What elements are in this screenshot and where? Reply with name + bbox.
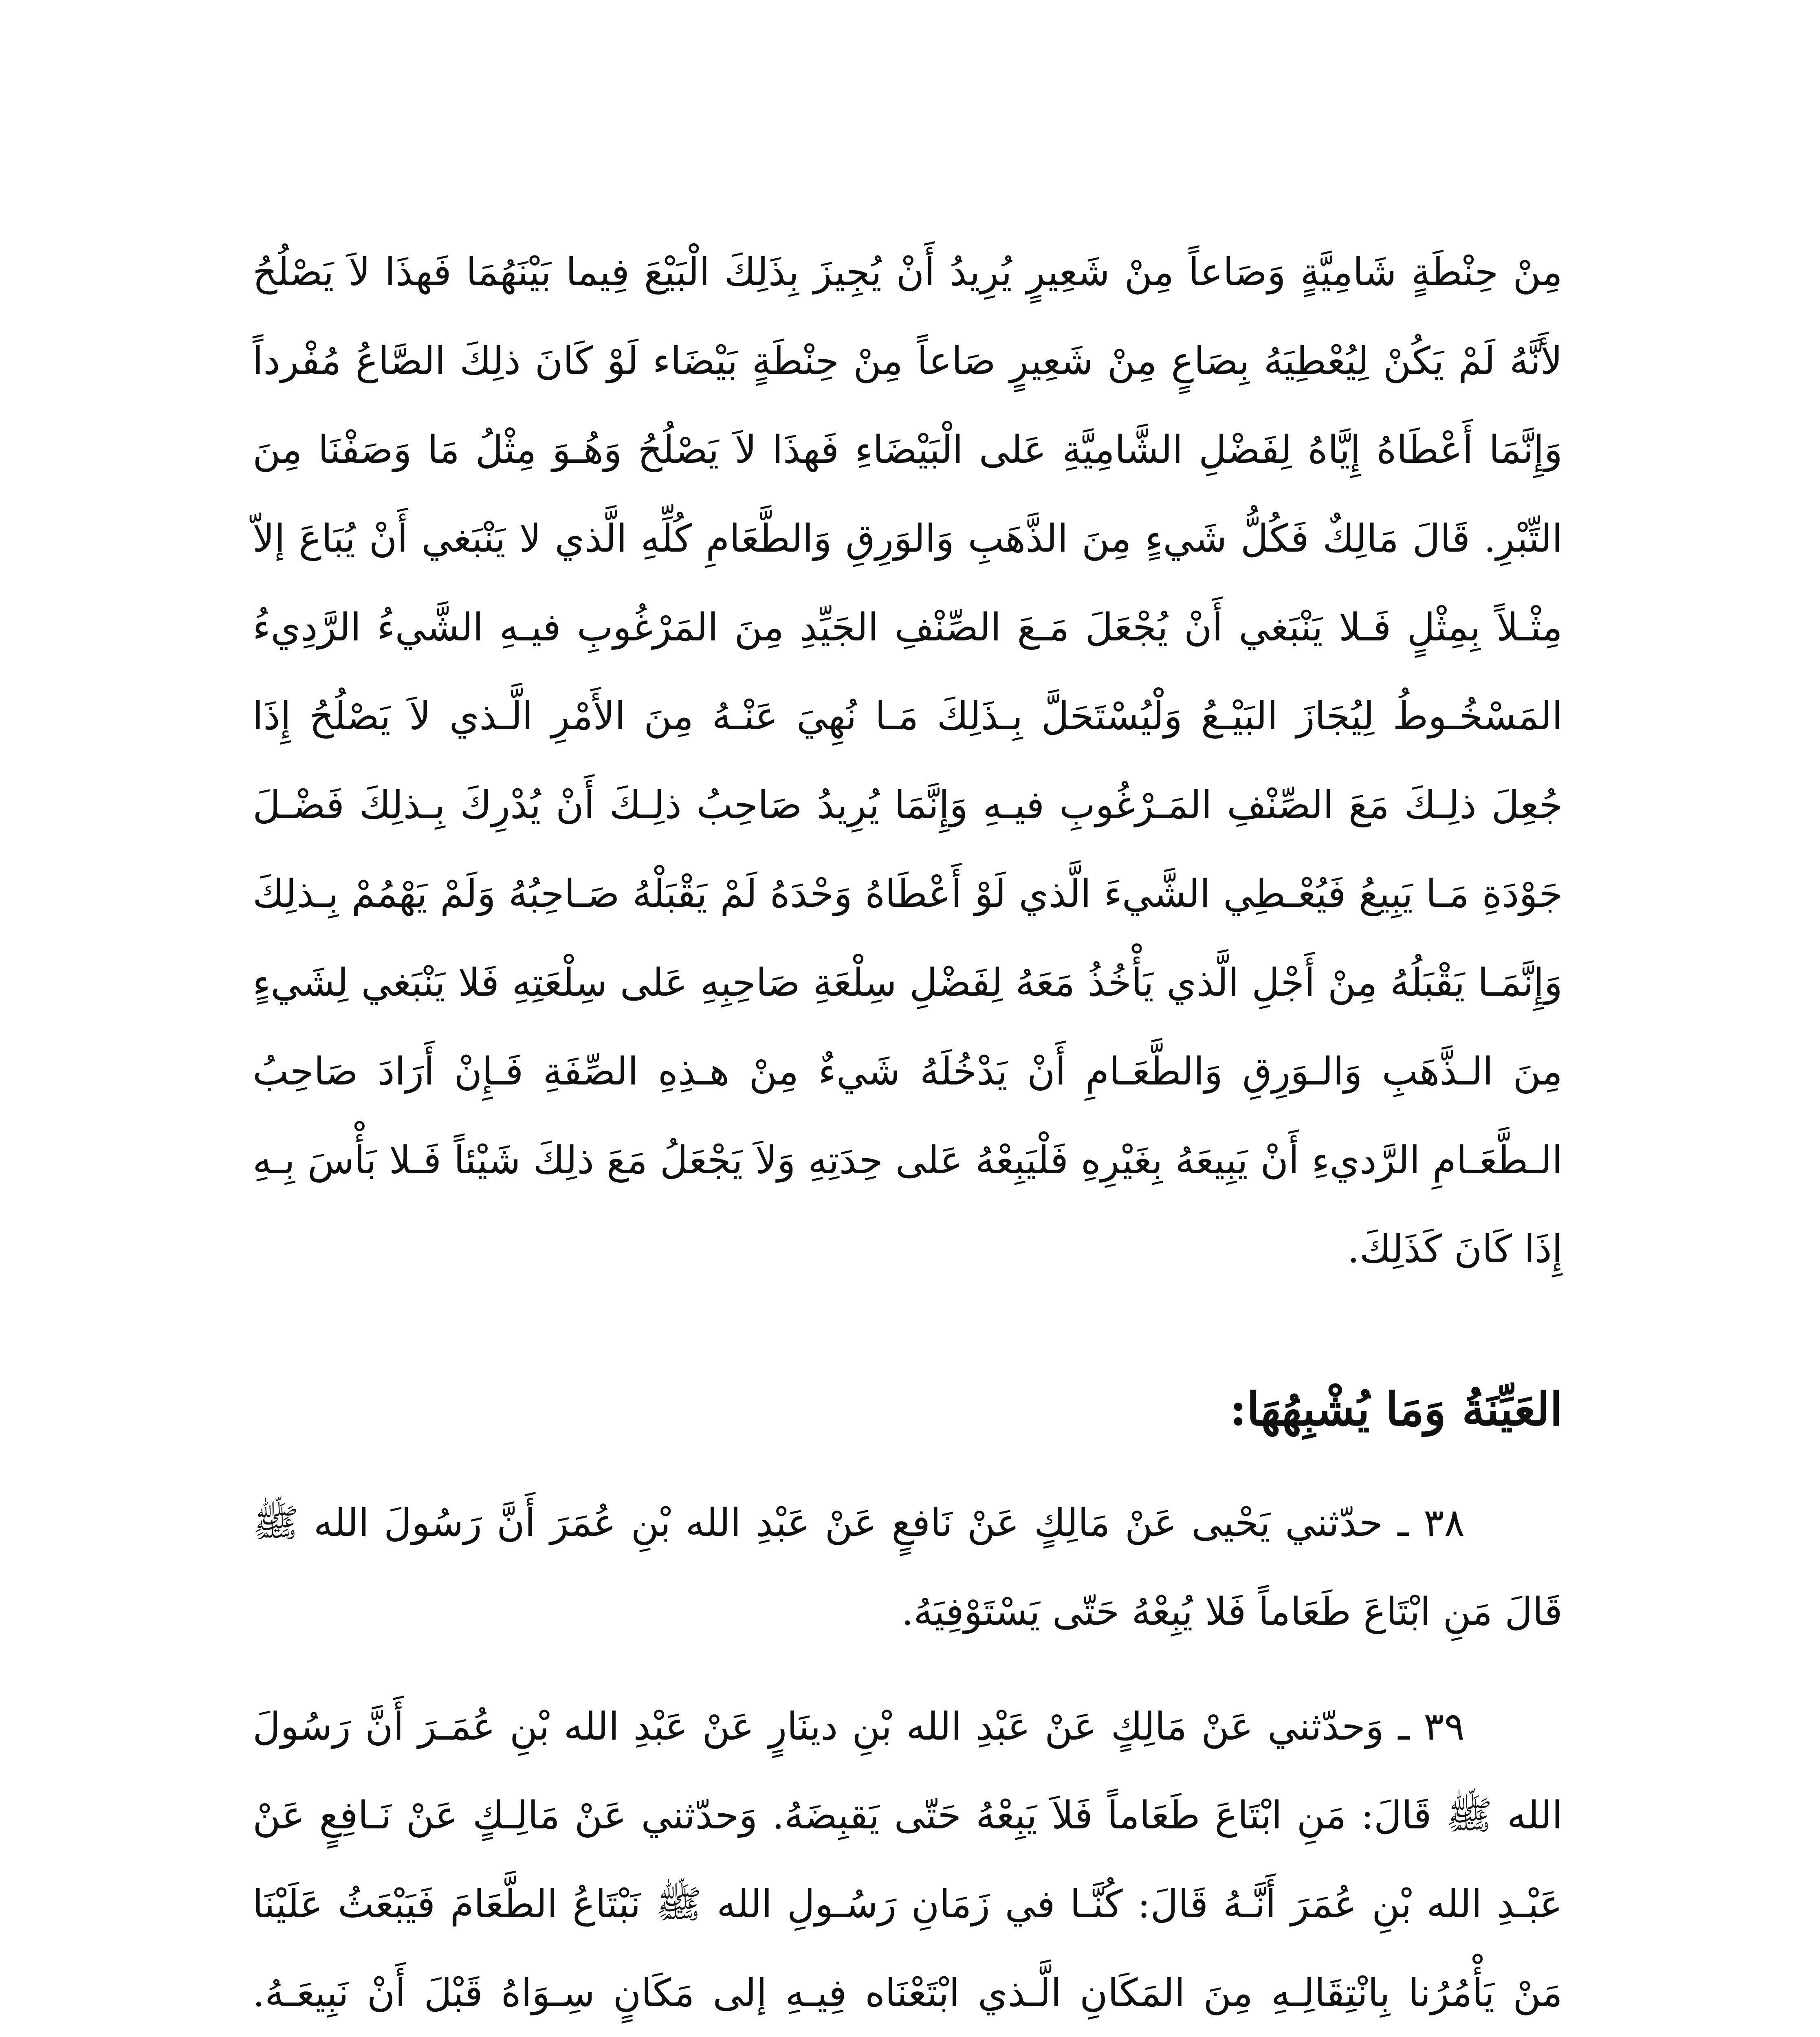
hadith-38-paragraph: ٣٨ ـ حدّثني يَحْيى عَنْ مَالِكٍ عَنْ نَافعٍ عَنْ عَبْدِ الله بْنِ عُمَرَ أَنَّ رَسُولَ الله ﷺ قَالَ مَنِ ابْتَاعَ طَعَاماً فَلا يُبِعْهُ حَتّى يَسْتَوْفِيَهُ.: [253, 1501, 1563, 1634]
hadith-39-paragraph: ٣٩ ـ وَحدّثني عَنْ مَالِكٍ عَنْ عَبْدِ الله بْنِ دينَارٍ عَنْ عَبْدِ الله بْنِ عُمَـرَ أَنَّ رَسُولَ الله ﷺ قَالَ: مَنِ ابْتَاعَ طَعَاماً فَلاَ يَبِعْهُ حَتّى يَقبِضَهُ. وَحدّثني عَنْ مَالِـكٍ عَنْ نَـافِعٍ عَنْ عَبْـدِ الله بْنِ عُمَرَ أَنَّـهُ قَالَ: كُنَّـا في زَمَانِ رَسُـولِ الله ﷺ نَبْتَاعُ الطَّعَامَ فَيَبْعَثُ عَلَيْنَا مَنْ يَأْمُرُنا بِانْتِقَالِـهِ مِنَ المَكَانِ الَّـذي ابْتَعْنَاه فِيـهِ إلى مَكَانٍ سِـوَاهُ قَبْلَ أَنْ نَبِيعَـهُ.: [253, 1705, 1563, 2015]
section-heading: العَيِّنَةُ وَمَا يُشْبِهُهَا:: [1230, 1383, 1563, 1436]
intro-paragraph: مِنْ حِنْطَةٍ شَامِيَّةٍ وَصَاعاً مِنْ شَعِيرٍ يُرِيدُ أَنْ يُجِيزَ بِذَلِكَ الْبَيْعَ فِيما بَيْنَهُمَا فَهذَا لاَ يَصْلُحُ لأَنَّهُ لَمْ يَكُنْ لِيُعْطِيَهُ بِصَاعٍ مِنْ شَعِيرٍ صَاعاً مِنْ حِنْطَةٍ بَيْضَاء لَوْ كَانَ ذلِكَ الصَّاعُ مُفْرداً وَإِنَّمَا أَعْطَاهُ إِيَّاهُ لِفَضْلِ الشَّامِيَّةِ عَلى الْبَيْضَاءِ فَهذَا لاَ يَصْلُحُ وَهُـوَ مِثْلُ مَا وَصَفْنَا مِنَ التِّبْرِ. قَالَ مَالِكٌ فَكُلُّ شَيءٍ مِنَ الذَّهَبِ وَالوَرِقِ وَالطَّعَامِ كُلِّهِ الَّذي لا يَنْبَغي أَنْ يُبَاعَ إلاّ مِثْـلاً بِمِثْلٍ فَـلا يَنْبَغي أَنْ يُجْعَلَ مَـعَ الصِّنْفِ الجَيِّدِ مِنَ المَرْغُوبِ فيـهِ الشَّيءُ الرَّدِيءُ المَسْخُـوطُ لِيُجَازَ البَيْـعُ وَلْيُسْتَحَلَّ بِـذَلِكَ مَـا نُهِيَ عَنْـهُ مِنَ الأَمْرِ الَّـذي لاَ يَصْلُحُ إِذَا جُعِلَ ذلِـكَ مَعَ الصِّنْفِ المَـرْغُوبِ فيـهِ وَإِنَّمَا يُرِيدُ صَاحِبُ ذلِـكَ أَنْ يُدْرِكَ بِـذلِكَ فَضْـلَ جَوْدَةِ مَـا يَبِيعُ فَيُعْـطِي الشَّيءَ الَّذي لَوْ أَعْطَاهُ وَحْدَهُ لَمْ يَقْبَلْهُ صَـاحِبُهُ وَلَمْ يَهْمُمْ بِـذلِكَ وَإِنَّمَـا يَقْبَلُهُ مِنْ أَجْلِ الَّذي يَأْخُذُ مَعَهُ لِفَضْلِ سِلْعَةِ صَاحِبِهِ عَلى سِلْعَتِهِ فَلا يَنْبَغي لِشَيءٍ مِنَ الـذَّهَبِ وَالـوَرِقِ وَالطَّعَـامِ أَنْ يَدْخُلَهُ شَيءٌ مِنْ هـذِهِ الصِّفَةِ فَـإِنْ أَرَادَ صَاحِبُ الـطَّعَـامِ الرَّديءِ أَنْ يَبِيعَهُ بِغَيْرِهِ فَلْيَبِعْهُ عَلى حِدَتِهِ وَلاَ يَجْعَلُ مَعَ ذلِكَ شَيْئاً فَـلا بَأْسَ بِـهِ إِذَا كَانَ كَذَلِكَ.: [253, 250, 1563, 1271]
